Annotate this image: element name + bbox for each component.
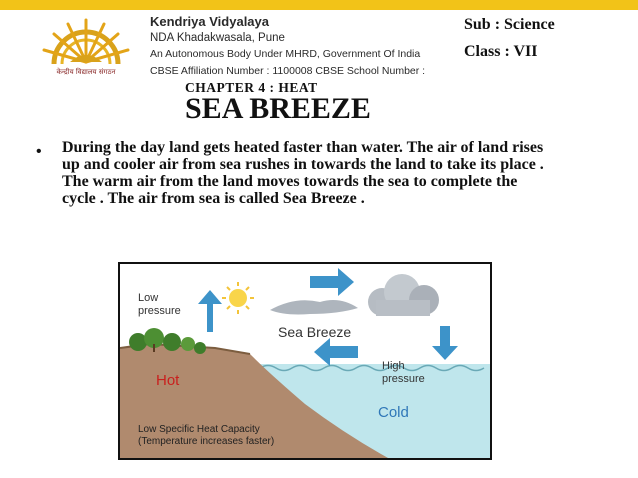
up-arrow-icon — [198, 290, 222, 332]
svg-text:केन्द्रीय विद्यालय संगठन: केन्द्रीय विद्यालय संगठन — [56, 68, 116, 76]
bullet-paragraph: During the day land gets heated faster than water. The air of land rises up and cooler air from sea rushes in towards the land to take its place . The warm air from the land moves towards the sea to complete the cycle . The air from sea is called Sea Breeze . — [62, 139, 544, 207]
high-pressure-label: High pressure — [382, 360, 425, 385]
autonomy-line: An Autonomous Body Under MHRD, Government Of India — [150, 48, 421, 60]
heat-capacity-caption: Low Specific Heat Capacity (Temperature increases faster) — [138, 424, 275, 447]
top-accent-bar — [0, 0, 638, 10]
right-arrow-icon — [310, 268, 354, 296]
school-name: Kendriya Vidyalaya — [150, 14, 269, 29]
sea-breeze-label: Sea Breeze — [278, 324, 352, 340]
hot-label: Hot — [156, 372, 180, 389]
class-label: Class : VII — [464, 43, 538, 60]
low-pressure-label: Low pressure — [138, 292, 181, 317]
left-arrow-icon — [314, 338, 358, 366]
cold-label: Cold — [378, 404, 409, 421]
slide-title: SEA BREEZE — [185, 92, 371, 125]
down-arrow-icon — [432, 326, 458, 360]
kv-logo — [30, 14, 142, 86]
school-location: NDA Khadakwasala, Pune — [150, 32, 285, 44]
subject-label: Sub : Science — [464, 16, 555, 33]
bullet-marker: • — [36, 143, 42, 160]
sun-icon — [222, 282, 254, 314]
flat-cloud-icon — [270, 300, 358, 315]
sunburst-logo-icon — [44, 20, 128, 64]
affiliation-line: CBSE Affiliation Number : 1100008 CBSE School Number : — [150, 65, 426, 77]
sea-breeze-diagram — [118, 262, 492, 460]
chapter-heading: CHAPTER 4 : HEAT — [185, 80, 318, 95]
rain-cloud-icon — [368, 274, 439, 316]
